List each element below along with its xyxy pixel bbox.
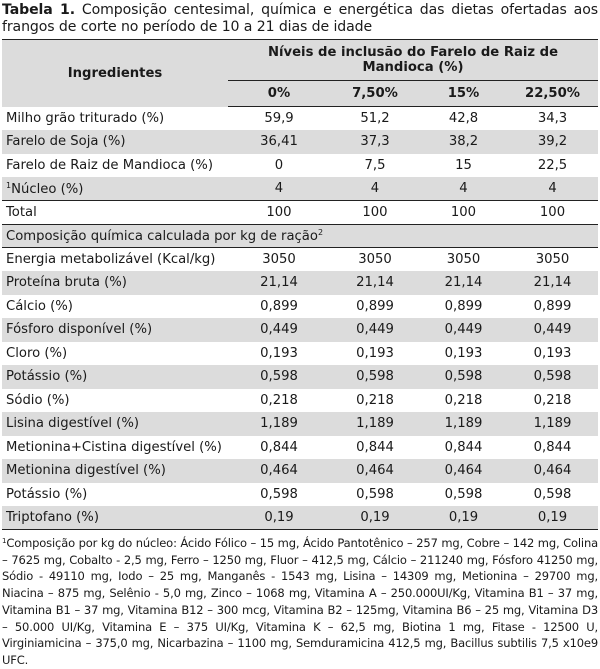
table-cell: 0,598: [444, 486, 483, 502]
footnote-ref: 1: [6, 180, 12, 190]
table-body: [2, 107, 598, 530]
table-cell: 4: [228, 177, 330, 201]
row-label: [2, 318, 228, 342]
table-cell: 3050: [358, 252, 392, 267]
table-row: [2, 412, 598, 436]
row-label: [2, 271, 228, 295]
table-cell: 0,899: [260, 298, 298, 314]
row-label-text: Potássio (%): [6, 486, 88, 502]
row-label: [2, 130, 228, 154]
table-cell: 1,189: [228, 412, 330, 436]
table-cell: 0,193: [444, 345, 483, 361]
table-cell: 0,598: [330, 365, 420, 389]
table-cell: 34,3: [537, 111, 568, 126]
table-cell: 0,598: [533, 486, 572, 502]
section-label: [2, 224, 598, 248]
table-row: [2, 365, 598, 389]
row-label-text: Sódio (%): [6, 392, 70, 408]
table-cell: 0,598: [420, 365, 507, 389]
table-cell: 21,14: [420, 271, 507, 295]
table-cell: 59,9: [264, 111, 294, 126]
row-label: [2, 107, 228, 131]
column-header: 15%: [420, 81, 507, 107]
table-row: [2, 342, 598, 366]
table-cell: 21,14: [330, 271, 420, 295]
table-cell: 0,844: [444, 439, 483, 455]
row-label: [2, 483, 228, 507]
footnote-ref: 2: [317, 227, 324, 237]
row-label: [2, 389, 228, 413]
table-cell: 0,899: [356, 298, 394, 314]
row-label-text: Metionina+Cistina digestível (%): [6, 439, 222, 455]
table-cell: 4: [330, 177, 420, 201]
table-cell: 0,464: [507, 459, 598, 483]
table-cell: 1,189: [507, 412, 598, 436]
table-cell: 100: [228, 201, 330, 225]
row-label-text: Núcleo (%): [11, 181, 84, 197]
row-label: [2, 342, 228, 366]
table-row: [2, 130, 598, 154]
table-row: [2, 436, 598, 460]
table-row: [2, 177, 598, 201]
row-label: [2, 459, 228, 483]
column-header: 7,50%: [330, 81, 420, 107]
table-row: [2, 295, 598, 319]
ingredients-header: Ingredientes: [2, 40, 228, 107]
row-label-text: Potássio (%): [6, 369, 88, 385]
table-cell: 0,598: [507, 365, 598, 389]
table-cell: 36,41: [228, 130, 330, 154]
row-label: [2, 248, 228, 272]
table-cell: 0,449: [507, 318, 598, 342]
row-label: [2, 201, 228, 225]
row-label: [2, 177, 228, 201]
table-cell: 0,844: [356, 439, 394, 455]
caption-text: Composição centesimal, química e energética das dietas ofertadas aos frangos de corte no período de 10 a 21 dias de idade: [2, 2, 598, 35]
column-header: 22,50%: [507, 81, 598, 107]
table-cell: 51,2: [360, 111, 390, 126]
section-label-text: Composição química calculada por kg de ração: [6, 228, 318, 244]
table-cell: 0,19: [507, 506, 598, 530]
row-label-text: Cálcio (%): [6, 298, 73, 314]
table-row: [2, 318, 598, 342]
table-cell: 42,8: [448, 111, 479, 126]
table-cell: 0,19: [330, 506, 420, 530]
section-row: [2, 224, 598, 248]
table-row: [2, 459, 598, 483]
row-label-text: Proteína bruta (%): [6, 275, 127, 291]
row-label-text: Farelo de Soja (%): [6, 134, 126, 150]
table-cell: 0,218: [533, 392, 572, 408]
table-row: [2, 483, 598, 507]
table-cell: 0,899: [533, 298, 572, 314]
row-label-text: Milho grão triturado (%): [6, 110, 165, 126]
table-cell: 21,14: [507, 271, 598, 295]
table-cell: 0,844: [260, 439, 298, 455]
table-cell: 22,5: [537, 157, 568, 173]
table-cell: 0,464: [420, 459, 507, 483]
table-cell: 0,449: [420, 318, 507, 342]
row-label-text: Energia metabolizável (Kcal/kg): [6, 252, 216, 267]
table-cell: 0,218: [260, 392, 298, 408]
table-figure: [2, 2, 598, 669]
table-cell: 0,193: [533, 345, 572, 361]
table-cell: 0,598: [356, 486, 394, 502]
row-label-text: Farelo de Raiz de Mandioca (%): [6, 157, 213, 173]
row-label-text: Lisina digestível (%): [6, 416, 139, 432]
table-cell: 38,2: [420, 130, 507, 154]
diet-composition-table: [2, 39, 598, 530]
row-label-text: Metionina digestível (%): [6, 463, 166, 479]
table-cell: 0,464: [228, 459, 330, 483]
table-cell: 0,193: [356, 345, 394, 361]
table-cell: 39,2: [507, 130, 598, 154]
table-cell: 0: [274, 157, 284, 173]
table-cell: 100: [420, 201, 507, 225]
row-label: [2, 365, 228, 389]
row-label-text: Fósforo disponível (%): [6, 322, 153, 338]
table-caption: [2, 2, 598, 38]
table-cell: 3050: [446, 252, 481, 267]
row-label-text: Triptofano (%): [6, 510, 99, 525]
table-cell: 100: [507, 201, 598, 225]
table-cell: 3050: [262, 252, 296, 267]
table-cell: 0,449: [228, 318, 330, 342]
table-cell: 3050: [535, 252, 570, 267]
table-cell: 0,218: [444, 392, 483, 408]
column-header: 0%: [228, 81, 330, 107]
caption-label: Tabela 1.: [2, 2, 75, 18]
table-cell: 1,189: [330, 412, 420, 436]
row-label-text: Cloro (%): [6, 345, 68, 361]
row-label: [2, 412, 228, 436]
table-cell: 21,14: [228, 271, 330, 295]
table-row: [2, 271, 598, 295]
table-row: [2, 201, 598, 225]
table-cell: 0,449: [330, 318, 420, 342]
table-cell: 7,5: [364, 157, 386, 173]
table-cell: 0,19: [420, 506, 507, 530]
table-cell: 0,598: [228, 365, 330, 389]
row-label: [2, 295, 228, 319]
table-cell: 0,19: [228, 506, 330, 530]
table-cell: 0,464: [330, 459, 420, 483]
table-footnote: [2, 533, 598, 669]
footnote-marker: 1: [2, 537, 7, 545]
table-cell: 15: [455, 157, 472, 173]
table-row: [2, 248, 598, 272]
table-row: [2, 154, 598, 178]
row-label: [2, 436, 228, 460]
row-label: [2, 154, 228, 178]
table-cell: 100: [330, 201, 420, 225]
row-label: [2, 506, 228, 530]
footnote-text: Composição por kg do núcleo: Ácido Fólico – 15 mg, Ácido Pantotênico – 257 mg, Cobre – 142 mg, Colina – 7625 mg, Cobalto - 2,5 mg, Ferro – 1250 mg, Fluor – 412,5 mg, Cálcio – 211240 mg, Fósforo 41250 mg, Sódio - 49110 mg, Iodo – 25 mg, Manganês - 1543 mg, Lisina – 14309 mg, Metionina – 29700 mg, Niacina – 875 mg, Selênio - 5,0 mg, Zinco – 1068 mg, Vitamina A – 250.000UI/Kg, Vitamina B1 – 37 mg, Vitamina B1 – 37 mg, Vitamina B12 – 300 mcg, Vitamina B2 – 125mg, Vitamina B6 – 25 mg, Vitamina D3 – 50.000 UI/Kg, Vitamina E – 375 UI/Kg, Vitamina K – 62,5 mg, Biotina 1 mg, Fitase - 12500 U, Virginiamicina – 375,0 mg, Nicarbazina – 1100 mg, Semduramicina 412,5 mg, Bacillus subtilis 7,5 x10e9 UFC.: [2, 536, 598, 667]
table-cell: 0,218: [356, 392, 394, 408]
table-cell: 0,844: [533, 439, 572, 455]
table-cell: 0,193: [260, 345, 298, 361]
table-cell: 1,189: [420, 412, 507, 436]
table-row: [2, 107, 598, 131]
inclusion-levels-header: Níveis de inclusão do Farelo de Raiz de Mandioca (%): [228, 40, 598, 81]
table-row: [2, 506, 598, 530]
table-cell: 4: [507, 177, 598, 201]
table-cell: 4: [420, 177, 507, 201]
table-cell: 37,3: [330, 130, 420, 154]
table-cell: 0,598: [260, 486, 298, 502]
row-label-text: Total: [6, 204, 37, 220]
table-cell: 0,899: [444, 298, 483, 314]
table-row: [2, 389, 598, 413]
